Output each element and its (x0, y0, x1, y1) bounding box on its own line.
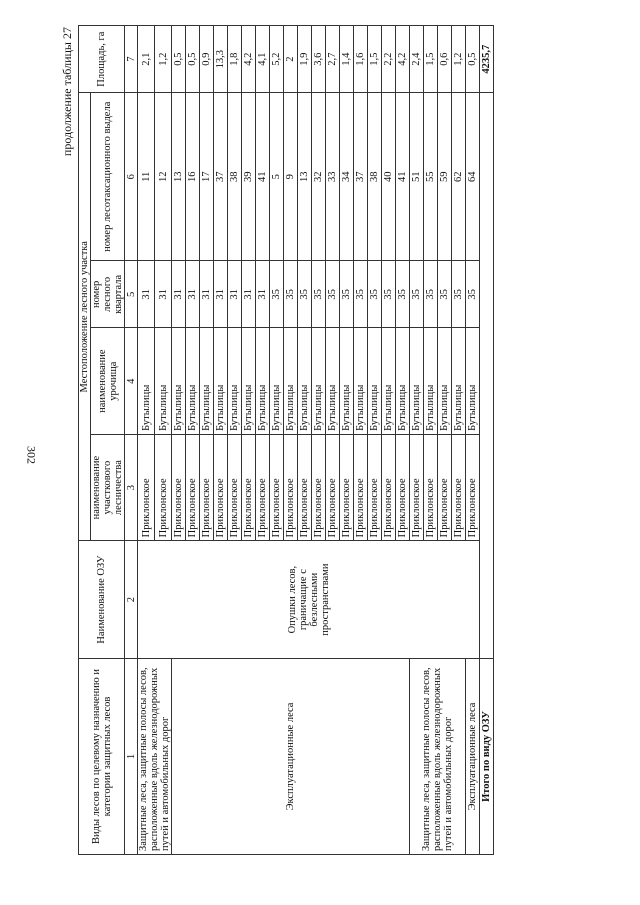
district-cell: Приклонское (155, 434, 172, 540)
tract-cell: Бутылицы (214, 328, 228, 434)
header-district: наименование участкового лесничества (91, 434, 125, 540)
quarter-cell: 31 (172, 261, 186, 328)
area-cell: 0,5 (466, 26, 480, 93)
area-cell: 1,6 (354, 26, 368, 93)
district-cell: Приклонское (298, 434, 312, 540)
quarter-cell: 35 (368, 261, 382, 328)
quarter-cell: 35 (326, 261, 340, 328)
area-cell: 0,6 (438, 26, 452, 93)
ozu-table (78, 25, 494, 855)
header-tract: наименование урочища (91, 328, 125, 434)
area-cell: 13,3 (214, 26, 228, 93)
allotment-cell: 41 (396, 93, 410, 261)
col-number: 4 (125, 328, 138, 434)
district-cell: Приклонское (214, 434, 228, 540)
area-cell: 2,1 (138, 26, 155, 93)
district-cell: Приклонское (452, 434, 466, 540)
total-blank (480, 93, 494, 659)
quarter-cell: 35 (424, 261, 438, 328)
tract-cell: Бутылицы (228, 328, 242, 434)
allotment-cell: 38 (368, 93, 382, 261)
col-number: 3 (125, 434, 138, 540)
tract-cell: Бутылицы (368, 328, 382, 434)
quarter-cell: 35 (396, 261, 410, 328)
district-cell: Приклонское (466, 434, 480, 540)
area-cell: 2 (284, 26, 298, 93)
allotment-cell: 11 (138, 93, 155, 261)
tract-cell: Бутылицы (200, 328, 214, 434)
forest-type-cell: Эксплуатационные леса (466, 658, 480, 854)
quarter-cell: 35 (466, 261, 480, 328)
col-number: 1 (125, 658, 138, 854)
area-cell: 5,2 (270, 26, 284, 93)
allotment-cell: 13 (298, 93, 312, 261)
tract-cell: Бутылицы (186, 328, 200, 434)
quarter-cell: 35 (340, 261, 354, 328)
allotment-cell: 13 (172, 93, 186, 261)
area-cell: 1,5 (424, 26, 438, 93)
district-cell: Приклонское (368, 434, 382, 540)
area-cell: 4,2 (242, 26, 256, 93)
allotment-cell: 51 (410, 93, 424, 261)
allotment-cell: 40 (382, 93, 396, 261)
area-cell: 1,8 (228, 26, 242, 93)
area-cell: 2,4 (410, 26, 424, 93)
area-cell: 1,2 (452, 26, 466, 93)
district-cell: Приклонское (410, 434, 424, 540)
allotment-cell: 9 (284, 93, 298, 261)
quarter-cell: 35 (298, 261, 312, 328)
tract-cell: Бутылицы (138, 328, 155, 434)
tract-cell: Бутылицы (242, 328, 256, 434)
area-cell: 4,1 (256, 26, 270, 93)
district-cell: Приклонское (172, 434, 186, 540)
area-cell: 4,2 (396, 26, 410, 93)
allotment-cell: 12 (155, 93, 172, 261)
ozu-name-cell: Опушки лесов, граничащие с безлесными пространствами (138, 541, 480, 659)
col-number: 6 (125, 93, 138, 261)
tract-cell: Бутылицы (155, 328, 172, 434)
allotment-cell: 39 (242, 93, 256, 261)
tract-cell: Бутылицы (452, 328, 466, 434)
header-area: Площадь, га (79, 26, 125, 93)
quarter-cell: 31 (155, 261, 172, 328)
total-value: 4235,7 (480, 26, 494, 93)
district-cell: Приклонское (270, 434, 284, 540)
district-cell: Приклонское (284, 434, 298, 540)
tract-cell: Бутылицы (354, 328, 368, 434)
district-cell: Приклонское (424, 434, 438, 540)
tract-cell: Бутылицы (172, 328, 186, 434)
district-cell: Приклонское (382, 434, 396, 540)
quarter-cell: 31 (228, 261, 242, 328)
area-cell: 1,4 (340, 26, 354, 93)
area-cell: 0,5 (172, 26, 186, 93)
forest-type-cell: Защитные леса, защитные полосы лесов, расположенные вдоль железнодорожных путей и автомобильных дорог (138, 658, 172, 854)
quarter-cell: 31 (256, 261, 270, 328)
allotment-cell: 38 (228, 93, 242, 261)
allotment-cell: 32 (312, 93, 326, 261)
allotment-cell: 59 (438, 93, 452, 261)
allotment-cell: 16 (186, 93, 200, 261)
quarter-cell: 31 (214, 261, 228, 328)
total-label: Итого по виду ОЗУ (480, 658, 494, 854)
allotment-cell: 17 (200, 93, 214, 261)
table-caption: продолжение таблицы 27 (60, 27, 74, 157)
tract-cell: Бутылицы (340, 328, 354, 434)
tract-cell: Бутылицы (424, 328, 438, 434)
forest-type-cell: Эксплуатационные леса (172, 658, 410, 854)
tract-cell: Бутылицы (270, 328, 284, 434)
district-cell: Приклонское (138, 434, 155, 540)
quarter-cell: 35 (354, 261, 368, 328)
district-cell: Приклонское (326, 434, 340, 540)
quarter-cell: 35 (312, 261, 326, 328)
tract-cell: Бутылицы (410, 328, 424, 434)
district-cell: Приклонское (312, 434, 326, 540)
quarter-cell: 31 (138, 261, 155, 328)
table-row (172, 26, 186, 855)
header-quarter: номер лесного квартала (91, 261, 125, 328)
header-allotment: номер лесотаксационного выдела (91, 93, 125, 261)
allotment-cell: 64 (466, 93, 480, 261)
allotment-cell: 37 (214, 93, 228, 261)
district-cell: Приклонское (242, 434, 256, 540)
district-cell: Приклонское (228, 434, 242, 540)
area-cell: 1,9 (298, 26, 312, 93)
quarter-cell: 35 (410, 261, 424, 328)
table-row (138, 26, 155, 855)
district-cell: Приклонское (340, 434, 354, 540)
area-cell: 0,9 (200, 26, 214, 93)
quarter-cell: 31 (242, 261, 256, 328)
total-row (480, 26, 494, 855)
forest-type-cell: Защитные леса, защитные полосы лесов, расположенные вдоль железнодорожных путей и автомобильных дорог (410, 658, 466, 854)
area-cell: 2,7 (326, 26, 340, 93)
quarter-cell: 31 (186, 261, 200, 328)
area-cell: 1,5 (368, 26, 382, 93)
table-row (466, 26, 480, 855)
area-cell: 3,6 (312, 26, 326, 93)
quarter-cell: 31 (200, 261, 214, 328)
quarter-cell: 35 (382, 261, 396, 328)
allotment-cell: 33 (326, 93, 340, 261)
page-number: 302 (24, 446, 39, 464)
area-cell: 1,2 (155, 26, 172, 93)
district-cell: Приклонское (438, 434, 452, 540)
tract-cell: Бутылицы (382, 328, 396, 434)
col-number: 2 (125, 541, 138, 659)
tract-cell: Бутылицы (326, 328, 340, 434)
col-number: 7 (125, 26, 138, 93)
allotment-cell: 5 (270, 93, 284, 261)
area-cell: 0,5 (186, 26, 200, 93)
allotment-cell: 55 (424, 93, 438, 261)
quarter-cell: 35 (438, 261, 452, 328)
header-ozu-name: Наименование ОЗУ (79, 541, 125, 659)
quarter-cell: 35 (270, 261, 284, 328)
area-cell: 2,2 (382, 26, 396, 93)
district-cell: Приклонское (354, 434, 368, 540)
tract-cell: Бутылицы (256, 328, 270, 434)
allotment-cell: 34 (340, 93, 354, 261)
district-cell: Приклонское (396, 434, 410, 540)
table-row (410, 26, 424, 855)
tract-cell: Бутылицы (312, 328, 326, 434)
tract-cell: Бутылицы (396, 328, 410, 434)
quarter-cell: 35 (284, 261, 298, 328)
tract-cell: Бутылицы (298, 328, 312, 434)
allotment-cell: 37 (354, 93, 368, 261)
district-cell: Приклонское (200, 434, 214, 540)
tract-cell: Бутылицы (466, 328, 480, 434)
district-cell: Приклонское (186, 434, 200, 540)
district-cell: Приклонское (256, 434, 270, 540)
tract-cell: Бутылицы (284, 328, 298, 434)
header-forest-type: Виды лесов по целевому назначению и категории защитных лесов (79, 658, 125, 854)
tract-cell: Бутылицы (438, 328, 452, 434)
header-location-group: Местоположение лесного участка (79, 93, 91, 541)
col-number: 5 (125, 261, 138, 328)
rotated-table-sheet (58, 15, 578, 865)
allotment-cell: 41 (256, 93, 270, 261)
quarter-cell: 35 (452, 261, 466, 328)
allotment-cell: 62 (452, 93, 466, 261)
